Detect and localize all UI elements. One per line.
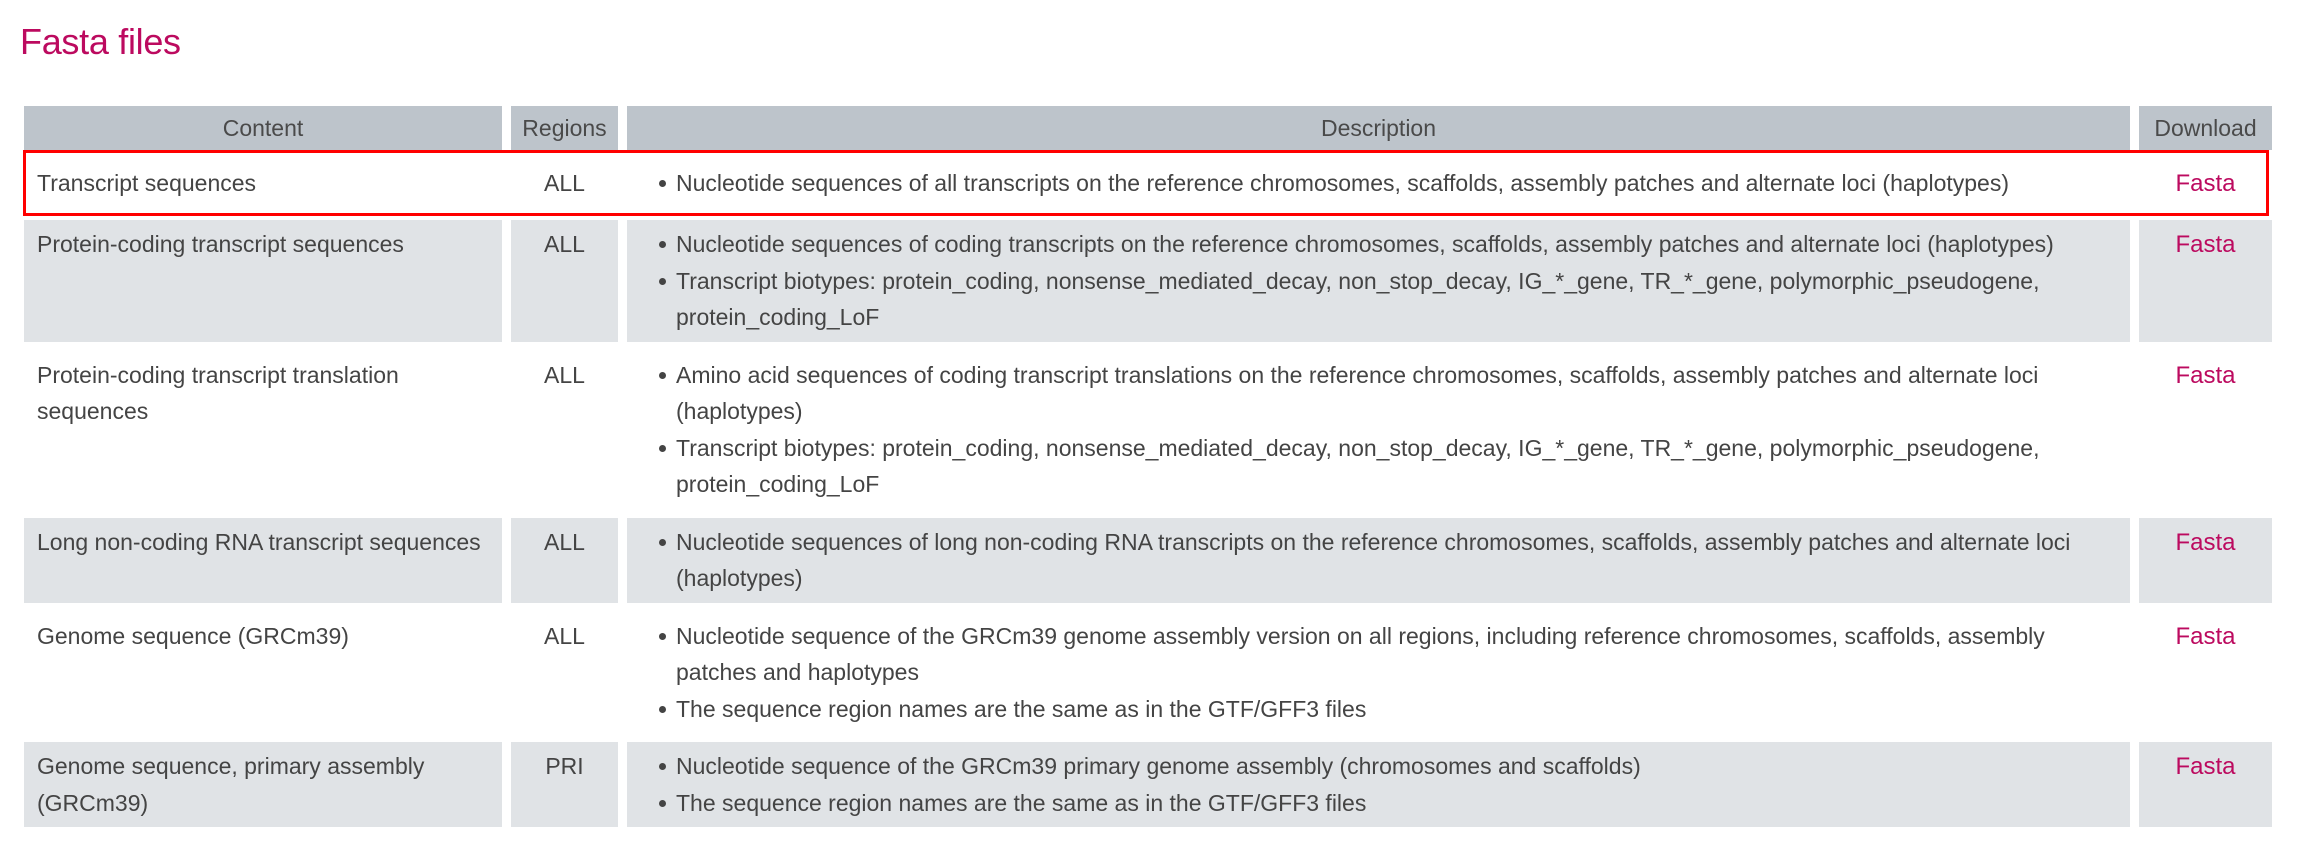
description-list	[639, 165, 2118, 202]
description-item: Amino acid sequences of coding transcript translations on the reference chromosomes, scaffolds, assembly patches and alternate loci (haplotypes)	[663, 357, 2118, 430]
column-header-download: Download	[2139, 106, 2272, 150]
description-list	[639, 226, 2118, 336]
download-cell	[2139, 742, 2272, 827]
regions-cell: ALL	[511, 518, 618, 603]
description-item: Transcript biotypes: protein_coding, nonsense_mediated_decay, non_stop_decay, IG_*_gene, TR_*_gene, polymorphic_pseudogene, protein_coding_LoF	[663, 263, 2118, 336]
description-item: Nucleotide sequence of the GRCm39 genome assembly version on all regions, including reference chromosomes, scaffolds, assembly patches and haplotypes	[663, 618, 2118, 691]
bullet-icon	[659, 706, 666, 713]
description-cell	[627, 153, 2130, 217]
table-row	[24, 742, 2272, 827]
description-item: Nucleotide sequences of coding transcripts on the reference chromosomes, scaffolds, assembly patches and alternate loci (haplotypes)	[663, 226, 2118, 263]
bullet-icon	[659, 633, 666, 640]
bullet-icon	[659, 445, 666, 452]
column-header-content: Content	[24, 106, 502, 150]
download-cell	[2139, 220, 2272, 342]
fasta-files-table	[15, 103, 2281, 830]
description-list	[639, 524, 2118, 597]
regions-cell: ALL	[511, 345, 618, 515]
table-row	[24, 220, 2272, 342]
description-cell	[627, 345, 2130, 515]
fasta-download-link[interactable]: Fasta	[2175, 231, 2236, 258]
bullet-icon	[659, 763, 666, 770]
table-row	[24, 153, 2272, 217]
bullet-icon	[659, 180, 666, 187]
regions-cell: PRI	[511, 742, 618, 827]
fasta-download-link[interactable]: Fasta	[2175, 170, 2236, 197]
content-cell: Protein-coding transcript translation sequences	[24, 345, 502, 515]
column-header-description: Description	[627, 106, 2130, 150]
bullet-icon	[659, 539, 666, 546]
content-cell: Transcript sequences	[24, 153, 502, 217]
table-row	[24, 606, 2272, 740]
description-cell	[627, 220, 2130, 342]
description-list	[639, 618, 2118, 728]
download-cell	[2139, 606, 2272, 740]
bullet-icon	[659, 278, 666, 285]
regions-cell: ALL	[511, 220, 618, 342]
description-cell	[627, 606, 2130, 740]
table-header-row	[24, 106, 2272, 150]
column-header-regions: Regions	[511, 106, 618, 150]
description-item: Nucleotide sequence of the GRCm39 primary genome assembly (chromosomes and scaffolds)	[663, 748, 2118, 785]
table-row	[24, 518, 2272, 603]
table-row	[24, 345, 2272, 515]
fasta-download-link[interactable]: Fasta	[2175, 528, 2236, 556]
content-cell: Genome sequence, primary assembly (GRCm39)	[24, 742, 502, 827]
fasta-download-link[interactable]: Fasta	[2175, 753, 2236, 780]
fasta-download-link[interactable]: Fasta	[2175, 361, 2236, 389]
bullet-icon	[659, 241, 666, 248]
description-item: Nucleotide sequences of long non-coding RNA transcripts on the reference chromosomes, scaffolds, assembly patches and alternate loci (haplotypes)	[663, 524, 2118, 597]
description-item: Nucleotide sequences of all transcripts on the reference chromosomes, scaffolds, assembly patches and alternate loci (haplotypes)	[663, 165, 2118, 202]
regions-cell: ALL	[511, 153, 618, 217]
regions-cell: ALL	[511, 606, 618, 740]
content-cell: Protein-coding transcript sequences	[24, 220, 502, 342]
description-cell	[627, 518, 2130, 603]
description-cell	[627, 742, 2130, 827]
description-list	[639, 748, 2118, 821]
download-cell	[2139, 518, 2272, 603]
bullet-icon	[659, 800, 666, 807]
content-cell: Genome sequence (GRCm39)	[24, 606, 502, 740]
download-cell	[2139, 153, 2272, 217]
description-list	[639, 357, 2118, 503]
download-cell	[2139, 345, 2272, 515]
content-cell: Long non-coding RNA transcript sequences	[24, 518, 502, 603]
description-item: The sequence region names are the same as in the GTF/GFF3 files	[663, 691, 2118, 728]
bullet-icon	[659, 372, 666, 379]
description-item: The sequence region names are the same as in the GTF/GFF3 files	[663, 785, 2118, 822]
fasta-download-link[interactable]: Fasta	[2175, 622, 2236, 650]
description-item: Transcript biotypes: protein_coding, nonsense_mediated_decay, non_stop_decay, IG_*_gene, TR_*_gene, polymorphic_pseudogene, protein_coding_LoF	[663, 430, 2118, 503]
page-title: Fasta files	[20, 21, 181, 62]
